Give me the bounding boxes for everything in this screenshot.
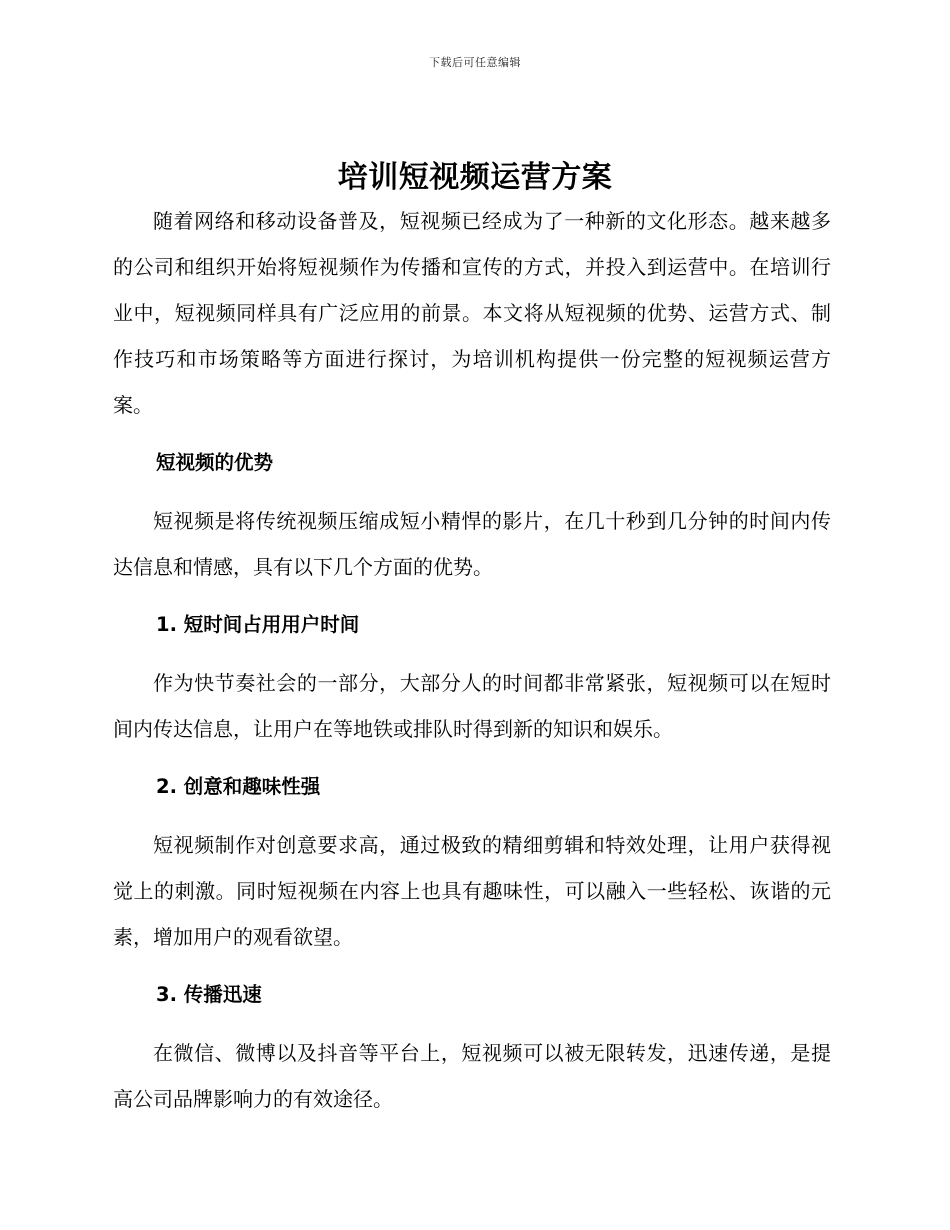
advantages-paragraph: 短视频是将传统视频压缩成短小精悍的影片，在几十秒到几分钟的时间内传达信息和情感，具有以下几个方面的优势。 bbox=[113, 509, 831, 579]
point1-heading: 1. 短时间占用用户时间 bbox=[156, 613, 360, 636]
point3-heading: 3. 传播迅速 bbox=[156, 983, 262, 1006]
point2-heading: 2. 创意和趣味性强 bbox=[156, 775, 321, 798]
point3-paragraph: 在微信、微博以及抖音等平台上，短视频可以被无限转发，迅速传递，是提高公司品牌影响力的有效途径。 bbox=[113, 1041, 831, 1111]
intro-paragraph: 随着网络和移动设备普及，短视频已经成为了一种新的文化形态。越来越多的公司和组织开始将短视频作为传播和宣传的方式，并投入到运营中。在培训行业中，短视频同样具有广泛应用的前景。本文将从短视频的优势、运营方式、制作技巧和市场策略等方面进行探讨，为培训机构提供一份完整的短视频运营方案。 bbox=[113, 209, 831, 417]
page-header: 下载后可任意编辑 bbox=[429, 56, 521, 69]
advantages-heading: 短视频的优势 bbox=[156, 451, 274, 474]
document-body bbox=[113, 198, 831, 1122]
document-title: 培训短视频运营方案 bbox=[337, 160, 613, 195]
point1-paragraph: 作为快节奏社会的一部分，大部分人的时间都非常紧张，短视频可以在短时间内传达信息，让用户在等地铁或排队时得到新的知识和娱乐。 bbox=[113, 671, 831, 741]
point2-paragraph: 短视频制作对创意要求高，通过极致的精细剪辑和特效处理，让用户获得视觉上的刺激。同时短视频在内容上也具有趣味性，可以融入一些轻松、诙谐的元素，增加用户的观看欲望。 bbox=[113, 833, 831, 949]
